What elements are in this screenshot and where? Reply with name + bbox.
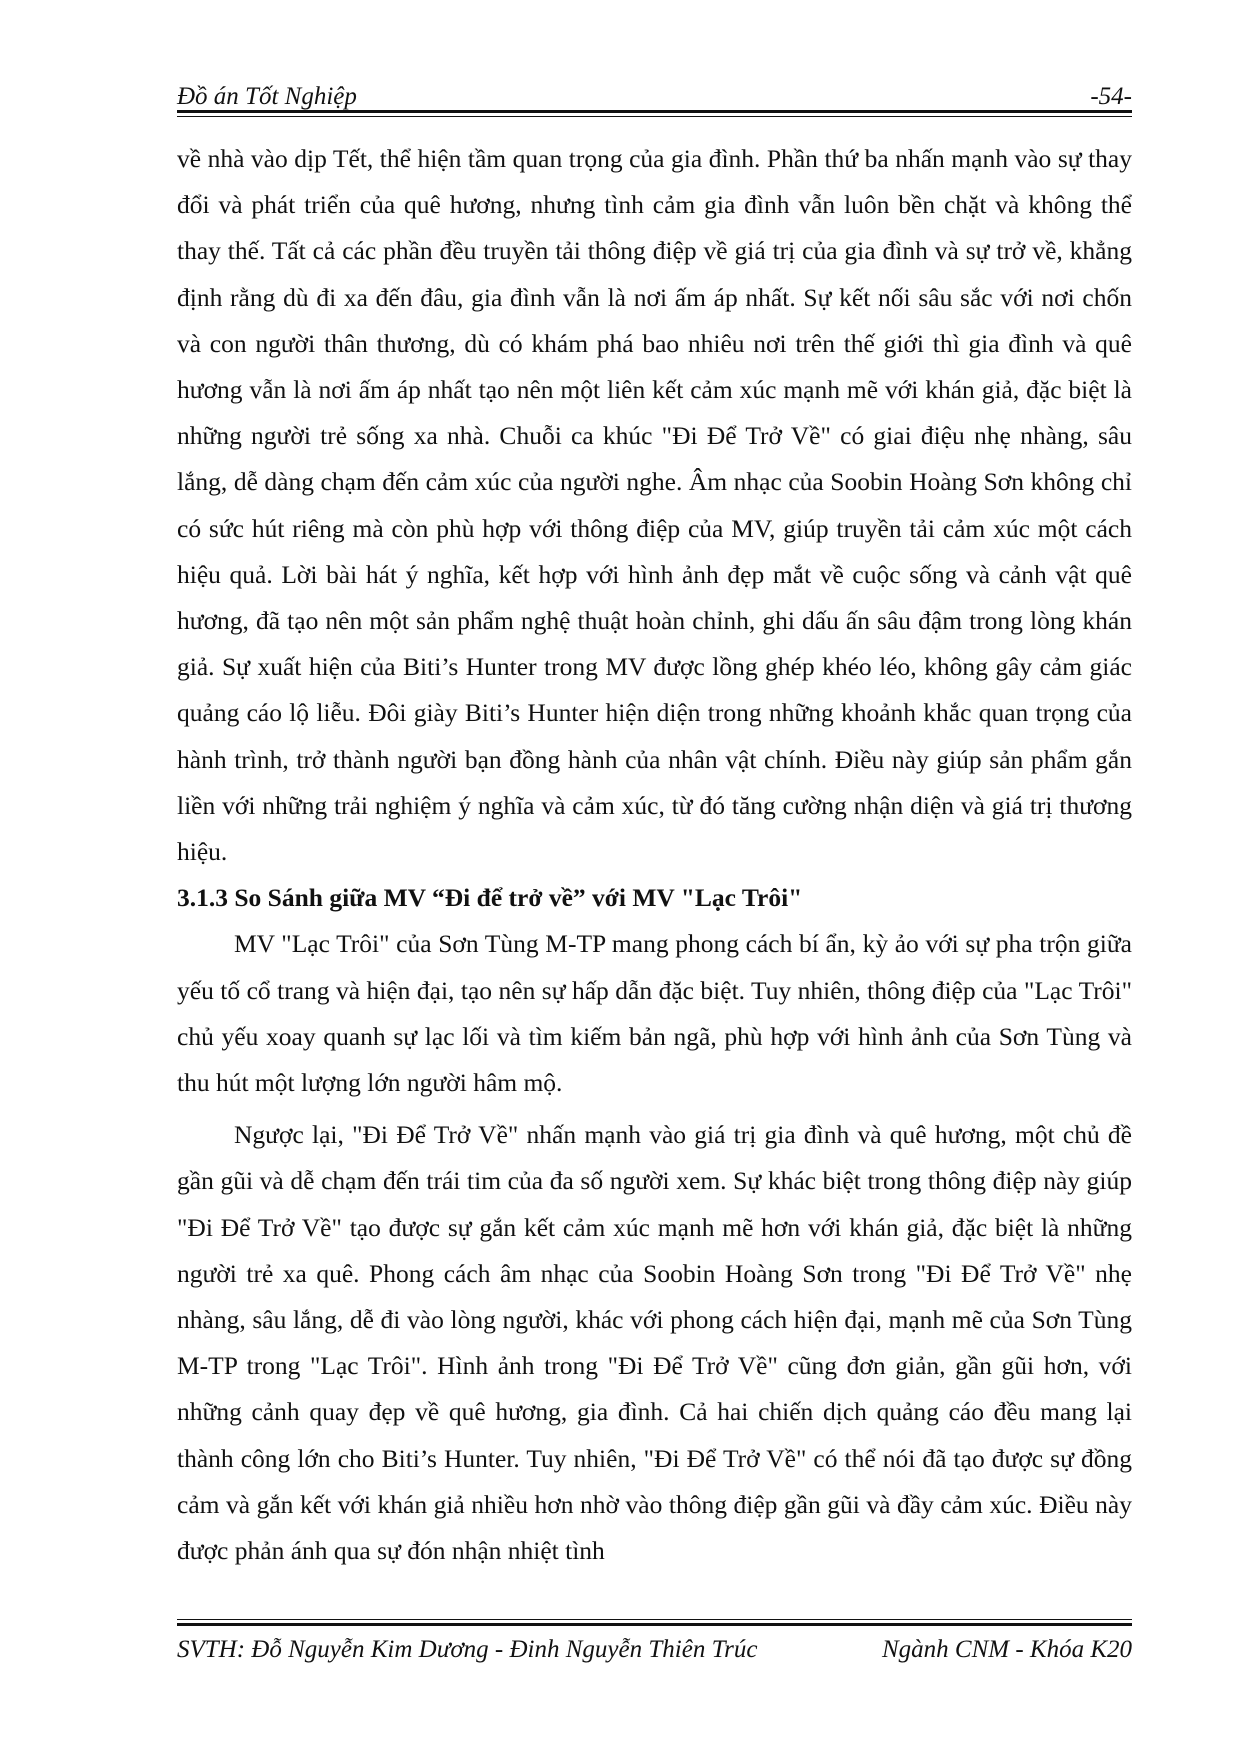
- page-footer: [177, 1630, 1132, 1670]
- footer-rule: [177, 1623, 1132, 1626]
- footer-authors: SVTH: Đỗ Nguyễn Kim Dương - Đinh Nguyễn Thiên Trúc: [177, 1636, 758, 1663]
- footer-program: Ngành CNM - Khóa K20: [881, 1636, 1132, 1663]
- body-paragraph-3: Ngược lại, "Đi Để Trở Về" nhấn mạnh vào giá trị gia đình và quê hương, một chủ đề gần gũi và dễ chạm đến trái tim của đa số người xem. Sự khác biệt trong thông điệp này giúp "Đi Để Trở Về" tạo được sự gắn kết cảm xúc mạnh mẽ hơn với khán giả, đặc biệt là những người trẻ xa quê. Phong cách âm nhạc của Soobin Hoàng Sơn trong "Đi Để Trở Về" nhẹ nhàng, sâu lắng, dễ đi vào lòng người, khác với phong cách hiện đại, mạnh mẽ của Sơn Tùng M-TP trong "Lạc Trôi". Hình ảnh trong "Đi Để Trở Về" cũng đơn giản, gần gũi hơn, với những cảnh quay đẹp về quê hương, gia đình. Cả hai chiến dịch quảng cáo đều mang lại thành công lớn cho Biti’s Hunter. Tuy nhiên, "Đi Để Trở Về" có thể nói đã tạo được sự đồng cảm và gắn kết với khán giả nhiều hơn nhờ vào thông điệp gần gũi và đầy cảm xúc. Điều này được phản ánh qua sự đón nhận nhiệt tình: [177, 1120, 1132, 1566]
- header-rule: [177, 110, 1132, 113]
- body-paragraph-2: MV "Lạc Trôi" của Sơn Tùng M-TP mang phong cách bí ẩn, kỳ ảo với sự pha trộn giữa yếu tố cổ trang và hiện đại, tạo nên sự hấp dẫn đặc biệt. Tuy nhiên, thông điệp của "Lạc Trôi" chủ yếu xoay quanh sự lạc lối và tìm kiếm bản ngã, phù hợp với hình ảnh của Sơn Tùng và thu hút một lượng lớn người hâm mộ.: [177, 929, 1132, 1098]
- body-paragraph-1: về nhà vào dịp Tết, thể hiện tầm quan trọng của gia đình. Phần thứ ba nhấn mạnh vào sự thay đổi và phát triển của quê hương, nhưng tình cảm gia đình vẫn luôn bền chặt và không thể thay thế. Tất cả các phần đều truyền tải thông điệp về giá trị của gia đình và sự trở về, khẳng định rằng dù đi xa đến đâu, gia đình vẫn là nơi ấm áp nhất. Sự kết nối sâu sắc với nơi chốn và con người thân thương, dù có khám phá bao nhiêu nơi trên thế giới thì gia đình và quê hương vẫn là nơi ấm áp nhất tạo nên một liên kết cảm xúc mạnh mẽ với khán giả, đặc biệt là những người trẻ sống xa nhà. Chuỗi ca khúc "Đi Để Trở Về" có giai điệu nhẹ nhàng, sâu lắng, dễ dàng chạm đến cảm xúc của người nghe. Âm nhạc của Soobin Hoàng Sơn không chỉ có sức hút riêng mà còn phù hợp với thông điệp của MV, giúp truyền tải cảm xúc một cách hiệu quả. Lời bài hát ý nghĩa, kết hợp với hình ảnh đẹp mắt về cuộc sống và cảnh vật quê hương, đã tạo nên một sản phẩm nghệ thuật hoàn chỉnh, ghi dấu ấn sâu đậm trong lòng khán giả. Sự xuất hiện của Biti’s Hunter trong MV được lồng ghép khéo léo, không gây cảm giác quảng cáo lộ liễu. Đôi giày Biti’s Hunter hiện diện trong những khoảnh khắc quan trọng của hành trình, trở thành người bạn đồng hành của nhân vật chính. Điều này giúp sản phẩm gắn liền với những trải nghiệm ý nghĩa và cảm xúc, từ đó tăng cường nhận diện và giá trị thương hiệu.: [177, 144, 1132, 867]
- page-number: -54-: [1090, 83, 1132, 110]
- page-content: [177, 136, 1132, 1574]
- page-header: [177, 72, 1132, 112]
- header-rule-thin: [177, 116, 1132, 117]
- section-heading: 3.1.3 So Sánh giữa MV “Đi để trở về” với MV "Lạc Trôi": [177, 883, 803, 913]
- footer-rule-thin: [177, 1619, 1132, 1620]
- header-title: Đồ án Tốt Nghiệp: [177, 83, 357, 110]
